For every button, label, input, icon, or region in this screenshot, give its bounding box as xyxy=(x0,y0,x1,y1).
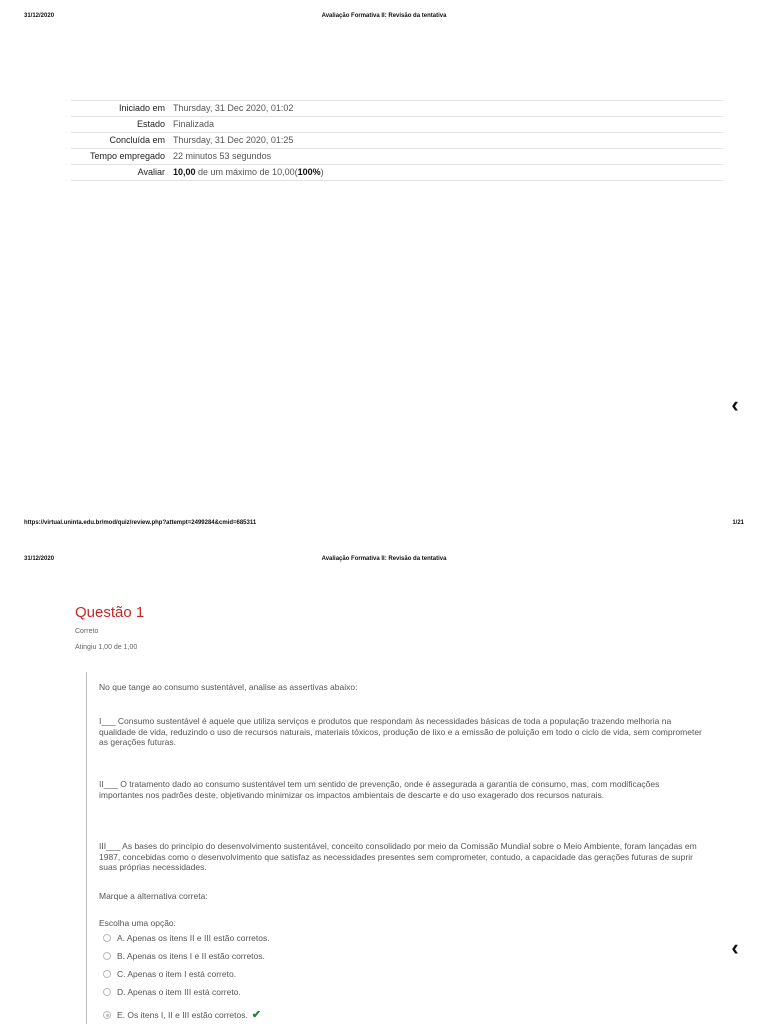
page-header xyxy=(0,556,768,568)
question-title: Questão 1 xyxy=(75,604,145,621)
page-footer xyxy=(0,520,768,532)
footer-page-number: 1/21 xyxy=(732,520,744,526)
table-row xyxy=(71,165,723,181)
radio-button[interactable] xyxy=(103,934,111,942)
summary-value: Thursday, 31 Dec 2020, 01:02 xyxy=(169,101,723,117)
summary-label: Estado xyxy=(71,117,169,133)
table-row xyxy=(71,117,723,133)
question-body xyxy=(86,672,726,1024)
summary-label: Avaliar xyxy=(71,165,169,181)
summary-label: Tempo empregado xyxy=(71,149,169,165)
assertion-iii: III___ As bases do princípio do desenvolvimento sustentável, conceito consolidado por meio da Comissão Mundial sobre o Meio Ambiente, foram lançadas em 1987, concebidas como o desenvolvimento que satisfaz as necessidades presentes sem comprometer, contudo, a capacidade das gerações futuras de suprir suas próprias necessidades. xyxy=(99,841,697,872)
page-header xyxy=(0,13,768,25)
table-row xyxy=(71,149,723,165)
assertion-i: I___ Consumo sustentável é aquele que utiliza serviços e produtos que respondam às necessidades básicas de toda a população trazendo melhoria na qualidade de vida, reduzindo o uso de recursos naturais, materiais tóxicos, produção de lixo e a emissão de poluição em todo o ciclo de vida, sem comprometer as gerações futuras. xyxy=(99,716,702,747)
table-row xyxy=(71,101,723,117)
answer-option-e[interactable] xyxy=(103,1009,261,1021)
question-prompt: Marque a alternativa correta: xyxy=(99,891,208,901)
footer-url: https://virtual.uninta.edu.br/mod/quiz/review.php?attempt=2499284&cmid=685311 xyxy=(24,520,257,526)
answer-option-c[interactable] xyxy=(103,968,236,980)
header-date: 31/12/2020 xyxy=(24,13,55,19)
header-title: Avaliação Formativa II: Revisão da tentativa xyxy=(321,556,447,562)
check-icon: ✔ xyxy=(251,1008,262,1021)
summary-label: Concluída em xyxy=(71,133,169,149)
radio-button[interactable] xyxy=(103,952,111,960)
option-label: E. Os itens I, II e III estão corretos. xyxy=(117,1009,248,1020)
choose-option-label: Escolha uma opção: xyxy=(99,918,177,928)
summary-score xyxy=(169,165,723,181)
summary-value: Thursday, 31 Dec 2020, 01:25 xyxy=(169,133,723,149)
option-label: C. Apenas o item I está correto. xyxy=(117,968,237,979)
option-label: B. Apenas os itens I e II estão corretos. xyxy=(117,950,265,961)
answer-option-d[interactable] xyxy=(103,986,241,998)
radio-button[interactable] xyxy=(103,970,111,978)
chevron-left-icon[interactable]: ‹ xyxy=(731,935,739,960)
option-label: D. Apenas o item III está correto. xyxy=(117,986,241,997)
question-text: No que tange ao consumo sustentável, analise as assertivas abaixo: xyxy=(99,682,358,692)
header-date: 31/12/2020 xyxy=(24,556,55,562)
question-grade: Atingiu 1,00 de 1,00 xyxy=(75,644,138,651)
score-value: 10,00 xyxy=(173,167,196,177)
radio-button[interactable] xyxy=(103,988,111,996)
score-text: de um máximo de 10,00( xyxy=(195,167,298,177)
header-title: Avaliação Formativa II: Revisão da tentativa xyxy=(321,13,447,19)
score-end: ) xyxy=(320,167,324,177)
score-percent: 100% xyxy=(297,167,321,177)
option-label: A. Apenas os itens II e III estão corretos. xyxy=(117,932,270,943)
question-state: Correto xyxy=(75,628,99,635)
assertion-ii: II___ O tratamento dado ao consumo sustentável tem um sentido de prevenção, onde é assegurada a garantia de consumo, mas, com modificações importantes nos padrões deste, objetivando minimizar os impactos ambientais de descarte e do uso exagerado dos recursos naturais. xyxy=(99,779,660,800)
answer-option-b[interactable] xyxy=(103,950,265,962)
chevron-left-icon[interactable]: ‹ xyxy=(731,392,739,417)
summary-value: Finalizada xyxy=(169,117,723,133)
summary-label: Iniciado em xyxy=(71,101,169,117)
summary-value: 22 minutos 53 segundos xyxy=(169,149,723,165)
attempt-summary-table xyxy=(71,100,723,181)
answer-option-a[interactable] xyxy=(103,932,270,944)
radio-button-selected[interactable] xyxy=(103,1011,111,1019)
table-row xyxy=(71,133,723,149)
